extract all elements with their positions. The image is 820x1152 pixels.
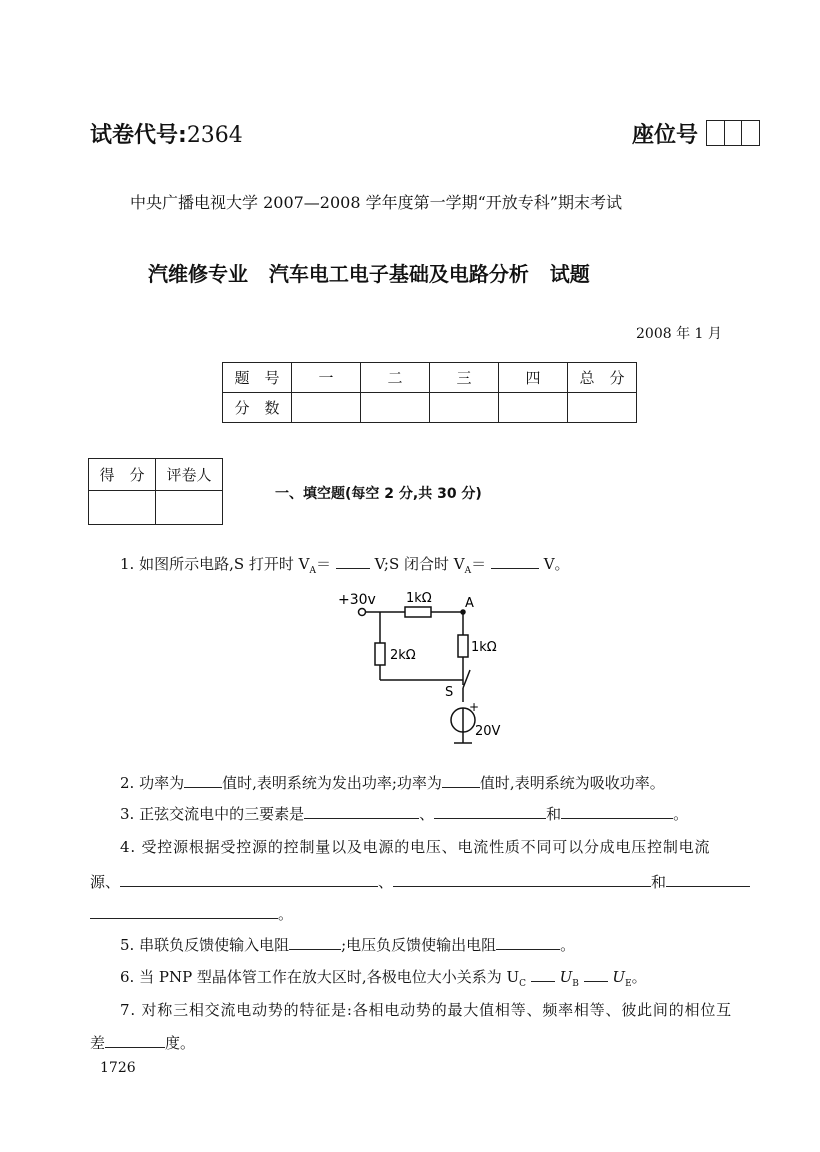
seat-number-box[interactable] bbox=[706, 120, 760, 146]
circuit-node-label: A bbox=[465, 596, 474, 611]
question-4-cont2: 。 bbox=[90, 903, 293, 924]
grader-name-cell[interactable] bbox=[156, 491, 223, 525]
answer-blank[interactable] bbox=[120, 872, 378, 887]
answer-blank[interactable] bbox=[442, 773, 480, 788]
answer-blank[interactable] bbox=[434, 804, 546, 819]
answer-blank[interactable] bbox=[304, 804, 419, 819]
question-3: 3. 正弦交流电中的三要素是 、 和 。 bbox=[120, 805, 689, 823]
circuit-diagram bbox=[320, 585, 550, 760]
score-cell[interactable] bbox=[430, 393, 499, 423]
score-table bbox=[222, 362, 637, 423]
score-cell[interactable] bbox=[568, 393, 637, 423]
grader-name-label: 评卷人 bbox=[156, 459, 223, 491]
exam-code-value: 2364 bbox=[186, 123, 243, 148]
exam-code-label: 试卷代号: bbox=[90, 123, 187, 148]
question-7-cont: 差 度。 bbox=[90, 1034, 196, 1052]
university-line: 中央广播电视大学 2007—2008 学年度第一学期“开放专科”期末考试 bbox=[130, 193, 622, 212]
score-header-4: 四 bbox=[499, 363, 568, 393]
answer-blank[interactable] bbox=[531, 967, 555, 982]
seat-number-label: 座位号 bbox=[632, 123, 699, 148]
circuit-source-label: +30v bbox=[338, 592, 376, 608]
score-header-1: 一 bbox=[292, 363, 361, 393]
question-4: 4. 受控源根据受控源的控制量以及电源的电压、电流性质不同可以分成电压控制电流 bbox=[120, 838, 711, 856]
circuit-r-left-label: 2kΩ bbox=[390, 648, 416, 663]
exam-title: 汽维修专业 汽车电工电子基础及电路分析 试题 bbox=[148, 262, 590, 286]
exam-date: 2008 年 1 月 bbox=[636, 326, 722, 342]
circuit-switch-label: S bbox=[445, 685, 454, 700]
answer-blank[interactable] bbox=[561, 804, 673, 819]
circuit-r-right-label: 1kΩ bbox=[471, 640, 497, 655]
answer-blank[interactable] bbox=[105, 1033, 165, 1048]
score-cell[interactable] bbox=[499, 393, 568, 423]
question-4-cont: 源、 、 和 bbox=[90, 871, 750, 892]
circuit-r-top-label: 1kΩ bbox=[406, 591, 432, 606]
score-header-total: 总 分 bbox=[568, 363, 637, 393]
score-row-label: 分 数 bbox=[223, 393, 292, 423]
score-cell[interactable] bbox=[361, 393, 430, 423]
circuit-plus-label: + bbox=[469, 700, 480, 714]
answer-blank[interactable] bbox=[184, 773, 222, 788]
question-6: 6. 当 PNP 型晶体管工作在放大区时,各极电位大小关系为 $U_C$ $U_B$ $U_E$。 bbox=[120, 968, 647, 989]
score-cell[interactable] bbox=[292, 393, 361, 423]
seat-number bbox=[632, 118, 698, 149]
answer-blank[interactable] bbox=[496, 935, 560, 950]
circuit-voltage-label: 20V bbox=[475, 724, 501, 739]
page-number: 1726 bbox=[100, 1060, 136, 1076]
answer-blank[interactable] bbox=[289, 935, 341, 950]
question-1: 1. 如图所示电路,S 打开时 $V_A=$ V;S 闭合时 $V_A= V$。 bbox=[120, 555, 570, 576]
answer-blank[interactable] bbox=[666, 872, 750, 887]
question-5: 5. 串联负反馈使输入电阻 ;电压负反馈使输出电阻 。 bbox=[120, 936, 576, 954]
score-header-2: 二 bbox=[361, 363, 430, 393]
grader-score-cell[interactable] bbox=[89, 491, 156, 525]
answer-blank[interactable] bbox=[90, 904, 278, 919]
answer-blank[interactable] bbox=[491, 554, 539, 569]
answer-blank[interactable] bbox=[393, 872, 651, 887]
question-2: 2. 功率为 值时,表明系统为发出功率;功率为 值时,表明系统为吸收功率。 bbox=[120, 774, 665, 792]
grader-table bbox=[88, 458, 223, 525]
score-header-label: 题 号 bbox=[223, 363, 292, 393]
question-7: 7. 对称三相交流电动势的特征是:各相电动势的最大值相等、频率相等、彼此间的相位互 bbox=[120, 1001, 732, 1019]
grader-score-label: 得 分 bbox=[89, 459, 156, 491]
answer-blank[interactable] bbox=[584, 967, 608, 982]
section-1-title: 一、填空题(每空 2 分,共 30 分) bbox=[275, 486, 482, 502]
answer-blank[interactable] bbox=[336, 554, 370, 569]
exam-code bbox=[90, 118, 243, 149]
score-header-3: 三 bbox=[430, 363, 499, 393]
